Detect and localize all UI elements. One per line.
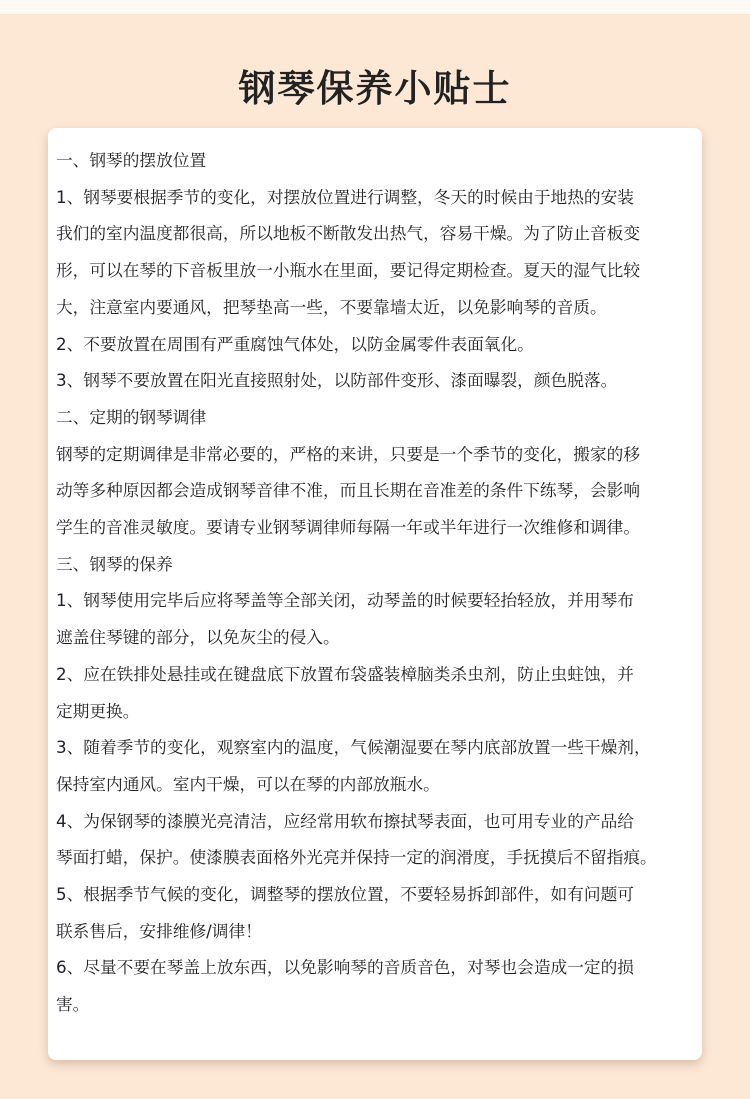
top-strip [0,0,750,14]
text-line: 3、随着季节的变化，观察室内的温度，气候潮湿要在琴内底部放置一些干燥剂， [56,737,651,758]
text-line: 1、钢琴使用完毕后应将琴盖等全部关闭，动琴盖的时候要轻抬轻放，并用琴布 [56,590,634,611]
text-line: 大，注意室内要通风，把琴垫高一些，不要靠墙太近，以免影响琴的音质。 [56,296,607,317]
text-line: 联系售后，安排维修/调律！ [56,920,262,941]
text-line: 钢琴的定期调律是非常必要的，严格的来讲，只要是一个季节的变化，搬家的移 [56,443,641,464]
text-line: 我们的室内温度都很高，所以地板不断散发出热气，容易干燥。为了防止音板变 [56,223,641,244]
text-line: 琴面打蜡，保护。使漆膜表面格外光亮并保持一定的润滑度，手抚摸后不留指痕。 [56,847,657,868]
text-line: 定期更换。 [56,700,140,721]
section-heading-placement: 一、钢琴的摆放位置 [56,150,207,170]
text-line: 5、根据季节气候的变化，调整琴的摆放位置，不要轻易拆卸部件，如有问题可 [56,884,634,905]
text-line: 1、钢琴要根据季节的变化，对摆放位置进行调整，冬天的时候由于地热的安装 [56,186,634,207]
content-card [48,128,702,1060]
text-line: 2、应在铁排处悬挂或在键盘底下放置布袋盛装樟脑类杀虫剂，防止虫蛀蚀，并 [56,663,634,684]
text-line: 害。 [56,994,90,1015]
text-line: 动等多种原因都会造成钢琴音律不准，而且长期在音准差的条件下练琴，会影响 [56,480,641,501]
text-line: 4、为保钢琴的漆膜光亮清洁，应经常用软布擦拭琴表面，也可用专业的产品给 [56,810,634,831]
text-line: 6、尽量不要在琴盖上放东西，以免影响琴的音质音色，对琴也会造成一定的损 [56,957,634,978]
text-line: 遮盖住琴键的部分，以免灰尘的侵入。 [56,627,340,648]
text-line: 保持室内通风。室内干燥，可以在琴的内部放瓶水。 [56,773,440,794]
section-heading-maintenance: 三、钢琴的保养 [56,553,173,574]
text-line: 学生的音准灵敏度。要请专业钢琴调律师每隔一年或半年进行一次维修和调律。 [56,517,641,538]
section-heading-tuning: 二、定期的钢琴调律 [56,406,207,427]
text-line: 形，可以在琴的下音板里放一小瓶水在里面，要记得定期检查。夏天的湿气比较 [56,260,641,281]
text-line: 2、不要放置在周围有严重腐蚀气体处，以防金属零件表面氧化。 [56,333,534,354]
page-title: 钢琴保养小贴士 [238,67,512,110]
text-line: 3、钢琴不要放置在阳光直接照射处，以防部件变形、漆面曝裂，颜色脱落。 [56,370,618,391]
